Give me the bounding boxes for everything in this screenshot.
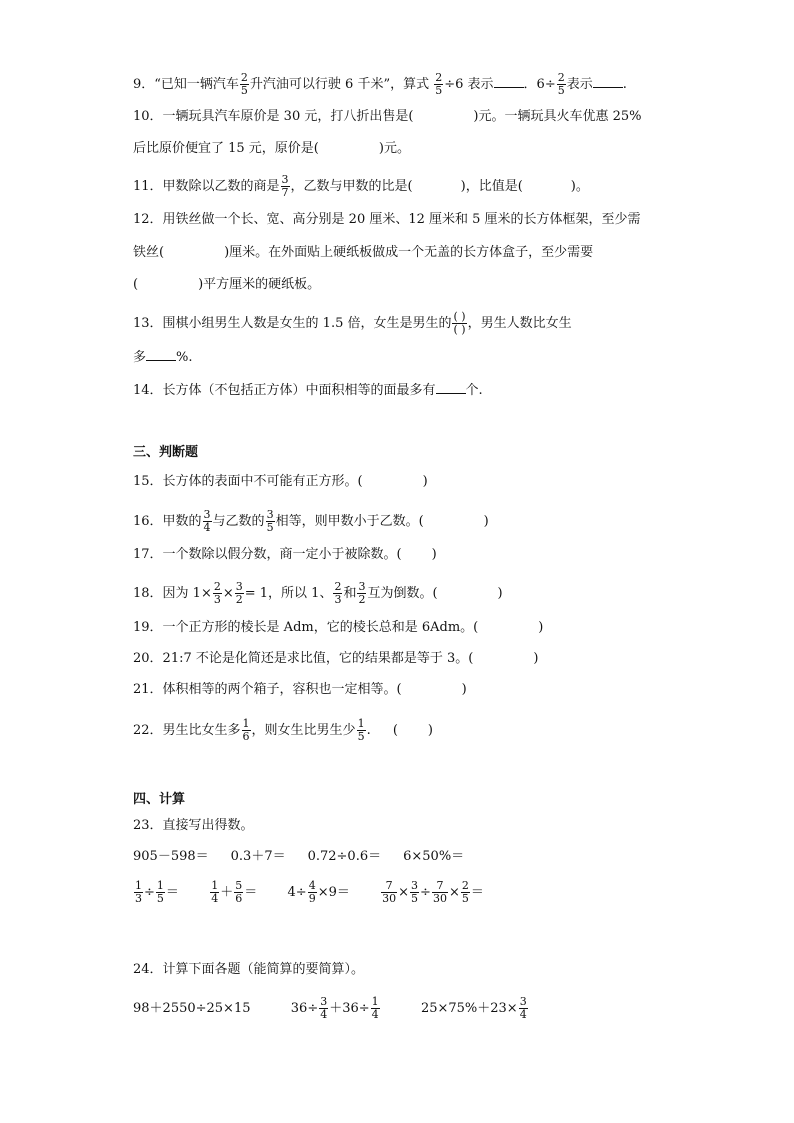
fraction: $\frac{2}{5}$: [557, 71, 565, 97]
question-23-row-1: [133, 848, 464, 866]
question-9: 9．“已知一辆汽车 $\frac{2}{5}$ 升汽油可以行驶 6 千米”，算式 $\frac{2}{5}$ ÷6 表示 ．6÷ $\frac{2}{5}$ 表示 .: [133, 71, 627, 97]
fraction: $\frac{3}{7}$: [281, 173, 289, 199]
question-24-expressions: [133, 996, 529, 1021]
section-heading-judgment: 三、判断题: [133, 445, 199, 460]
expression: $\frac{1}{3}$ ÷ $\frac{1}{5}$ ＝: [135, 879, 179, 905]
answer-blank[interactable]: [436, 381, 466, 394]
expression: 905－598＝: [133, 849, 209, 864]
question-21: 21．体积相等的两个箱子，容积也一定相等。( ): [133, 682, 467, 697]
fraction: $\frac{1}{5}$: [357, 717, 365, 743]
fraction: $\frac{2}{5}$: [435, 71, 443, 97]
expression: 36÷ $\frac{3}{4}$ ＋36÷ $\frac{1}{4}$: [290, 995, 379, 1021]
question-14: 14．长方体（不包括正方体）中面积相等的面最多有 个.: [133, 383, 483, 398]
question-22: 22．男生比女生多 $\frac{1}{6}$ ，则女生比男生少 $\frac{1}{5}$ . ( ): [133, 717, 433, 743]
fraction: $\frac{3}{2}$: [235, 580, 243, 606]
question-10-line-2: 后比原价便宜了 15 元，原价是( )元。: [133, 141, 410, 156]
expression: 4÷ $\frac{4}{9}$ ×9＝: [287, 879, 350, 905]
question-17: 17．一个数除以假分数，商一定小于被除数。( ): [133, 547, 437, 562]
answer-blank[interactable]: [146, 348, 176, 361]
answer-blank[interactable]: [494, 75, 524, 88]
expression: 25×75%＋23× $\frac{3}{4}$: [420, 995, 527, 1021]
question-16: 16．甲数的 $\frac{3}{4}$ 与乙数的 $\frac{3}{5}$ 相等，则甲数小于乙数。( ): [133, 508, 489, 534]
question-12-line-2: 铁丝( )厘米。在外面贴上硬纸板做成一个无盖的长方体盒子，至少需要: [133, 245, 594, 260]
question-13-line-1: 13．围棋小组男生人数是女生的 1.5 倍，女生是男生的 ( ) ( ) ，男生人数比女生: [133, 310, 572, 336]
fraction: $\frac{3}{2}$: [358, 580, 366, 606]
fraction: $\frac{2}{5}$: [240, 71, 248, 97]
question-13-line-2: 多 %.: [133, 350, 193, 365]
fraction-blank[interactable]: ( ) ( ): [453, 310, 466, 336]
fraction: $\frac{3}{4}$: [203, 508, 211, 534]
question-24-title: 24．计算下面各题（能简算的要简算）。: [133, 962, 365, 977]
question-11: 11．甲数除以乙数的商是 $\frac{3}{7}$ ，乙数与甲数的比是( )，比值是( )。: [133, 173, 589, 199]
fraction: $\frac{2}{3}$: [213, 580, 221, 606]
question-10-line-1: 10．一辆玩具汽车原价是 30 元，打八折出售是( )元。一辆玩具火车优惠 25%: [133, 109, 642, 124]
expression: 0.72÷0.6＝: [307, 849, 382, 864]
question-23-row-2: [133, 880, 484, 905]
question-19: 19．一个正方形的棱长是 Adm，它的棱长总和是 6Adm。( ): [133, 620, 544, 635]
question-15: 15．长方体的表面中不可能有正方形。( ): [133, 474, 428, 489]
question-20: 20．21:7 不论是化简还是求比值，它的结果都是等于 3。( ): [133, 651, 539, 666]
fraction: $\frac{2}{3}$: [334, 580, 342, 606]
fraction: $\frac{3}{5}$: [266, 508, 274, 534]
expression: $\frac{1}{4}$ ＋ $\frac{5}{6}$ ＝: [211, 879, 258, 905]
expression: 0.3＋7＝: [230, 849, 286, 864]
question-23-title: 23．直接写出得数。: [133, 818, 254, 833]
expression: $\frac{7}{30}$ × $\frac{3}{5}$ ÷ $\frac{7}{30}$ × $\frac{2}{5}$ ＝: [382, 879, 484, 905]
answer-blank[interactable]: [593, 75, 623, 88]
question-12-line-1: 12．用铁丝做一个长、宽、高分别是 20 厘米、12 厘米和 5 厘米的长方体框架，至少需: [133, 212, 641, 227]
question-18: 18．因为 1× $\frac{2}{3}$ × $\frac{3}{2}$ = 1，所以 1、 $\frac{2}{3}$ 和 $\frac{3}{2}$ 互为倒数。( ): [133, 580, 503, 606]
expression: 6×50%＝: [403, 849, 465, 864]
fraction: $\frac{1}{6}$: [242, 717, 250, 743]
section-heading-calculation: 四、计算: [133, 792, 186, 807]
expression: 98＋2550÷25×15: [133, 1001, 251, 1016]
question-12-line-3: ( )平方厘米的硬纸板。: [133, 277, 321, 292]
